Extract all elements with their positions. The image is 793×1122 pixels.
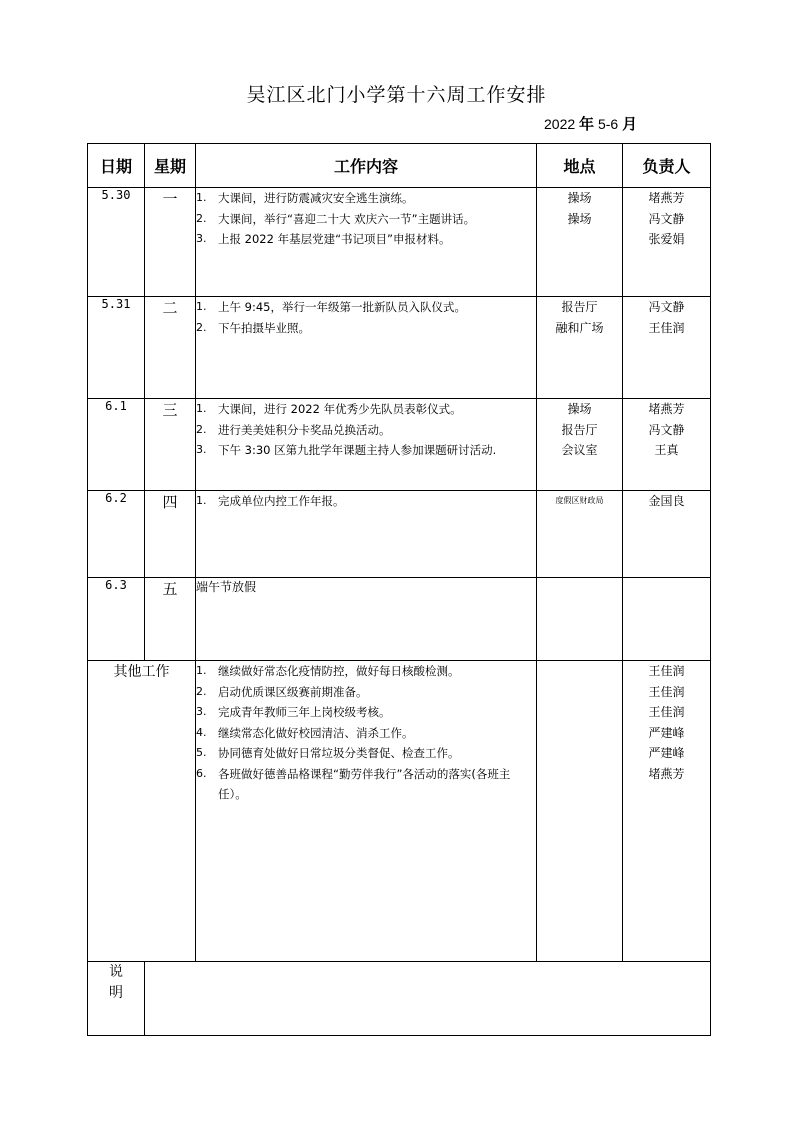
row-date: 5.31 — [88, 297, 145, 399]
row-date: 6.1 — [88, 399, 145, 491]
person-entry: 冯文静 — [648, 422, 685, 437]
row-date: 6.3 — [88, 578, 145, 661]
row-person — [623, 188, 711, 297]
item-text: 完成单位内控工作年报。 — [218, 494, 345, 508]
header-row — [88, 144, 711, 188]
person-entry: 堵燕芳 — [648, 402, 685, 416]
item-text: 完成青年教师三年上岗校级考核。 — [218, 705, 391, 719]
place-entry: 会议室 — [561, 443, 598, 457]
note-label — [88, 962, 145, 1036]
note-label-char: 明 — [109, 985, 123, 1001]
list-item — [196, 297, 536, 318]
row-person — [623, 297, 711, 399]
row-place — [537, 491, 623, 578]
person-entry: 王真 — [654, 443, 679, 457]
item-number: 5. — [196, 746, 207, 759]
item-number: 1. — [196, 402, 207, 415]
row-date: 6.2 — [88, 491, 145, 578]
other-work-row — [88, 661, 711, 962]
note-row — [88, 962, 711, 1036]
item-text: 大课间，进行 2022 年优秀少先队员表彰仪式。 — [218, 402, 462, 416]
list-item — [196, 743, 536, 764]
list-item — [196, 440, 536, 461]
row-content — [196, 297, 537, 399]
list-item — [196, 420, 536, 441]
item-number: 3. — [196, 232, 207, 245]
other-work-label: 其他工作 — [88, 661, 196, 962]
item-text: 继续常态化做好校园清洁、消杀工作。 — [218, 725, 414, 740]
row-week: 三 — [145, 399, 196, 491]
person-entry: 严建峰 — [648, 746, 685, 760]
person-entry: 严建峰 — [648, 725, 685, 740]
list-item — [196, 209, 536, 230]
list-item — [196, 188, 536, 209]
item-number: 1. — [196, 664, 207, 677]
header-person: 负责人 — [623, 144, 711, 188]
schedule-table — [87, 143, 711, 1036]
place-entry: 操场 — [567, 402, 592, 416]
item-text: 各班做好德善品格课程“勤劳伴我行”各活动的落实(各班主任）。 — [218, 766, 511, 801]
year-char: 年 — [579, 115, 595, 133]
day-row-530 — [88, 188, 711, 297]
item-number: 3. — [196, 705, 207, 718]
place-entry: 融和广场 — [555, 320, 604, 335]
person-entry: 冯文静 — [648, 211, 685, 226]
person-entry: 堵燕芳 — [648, 191, 685, 205]
note-content — [145, 962, 711, 1036]
header-date: 日期 — [88, 144, 145, 188]
person-entry: 金国良 — [648, 494, 685, 508]
row-place — [537, 297, 623, 399]
header-place: 地点 — [537, 144, 623, 188]
year-number: 2022 — [544, 116, 576, 132]
list-item — [196, 682, 536, 703]
item-text: 上报 2022 年基层党建“书记项目”申报材料。 — [218, 232, 451, 246]
list-item — [196, 764, 536, 805]
item-number: 2. — [196, 320, 207, 334]
note-label-char: 说 — [109, 964, 123, 980]
month-number: 5-6 — [597, 116, 619, 132]
list-item — [196, 702, 536, 723]
row-content — [196, 399, 537, 491]
place-entry: 报告厅 — [561, 300, 598, 314]
item-text: 进行美美娃积分卡奖品兑换活动。 — [218, 422, 391, 437]
place-entry: 操场 — [567, 191, 592, 205]
list-item — [196, 318, 536, 339]
place-entry: 度假区财政局 — [555, 496, 604, 505]
item-text: 大课间，举行“喜迎二十大 欢庆六一节”主题讲话。 — [218, 211, 476, 226]
row-week: 四 — [145, 491, 196, 578]
day-row-63 — [88, 578, 711, 661]
person-entry: 王佳润 — [648, 705, 685, 719]
item-number: 1. — [196, 494, 207, 507]
place-entry: 操场 — [567, 211, 592, 226]
item-text: 协同德育处做好日常垃圾分类督促、检查工作。 — [218, 746, 460, 760]
item-number: 3. — [196, 443, 207, 456]
list-item — [196, 661, 536, 682]
item-number: 6. — [196, 766, 207, 780]
day-row-61 — [88, 399, 711, 491]
row-week: 一 — [145, 188, 196, 297]
day-row-531 — [88, 297, 711, 399]
row-week: 二 — [145, 297, 196, 399]
person-entry: 堵燕芳 — [648, 766, 685, 781]
row-content — [196, 188, 537, 297]
page-title: 吴江区北门小学第十六周工作安排 — [246, 84, 547, 106]
list-item — [196, 399, 536, 420]
person-entry: 冯文静 — [648, 300, 685, 314]
row-place — [537, 188, 623, 297]
header-week: 星期 — [145, 144, 196, 188]
item-number: 2. — [196, 422, 207, 436]
holiday-text: 端午节放假 — [196, 578, 537, 661]
header-content: 工作内容 — [196, 144, 537, 188]
row-person — [623, 491, 711, 578]
list-item — [196, 723, 536, 744]
person-entry: 王佳润 — [648, 664, 685, 678]
other-work-place — [537, 661, 623, 962]
place-entry: 报告厅 — [561, 422, 598, 437]
row-place — [537, 399, 623, 491]
other-work-person — [623, 661, 711, 962]
row-person — [623, 399, 711, 491]
person-entry: 王佳润 — [648, 684, 685, 699]
item-number: 4. — [196, 725, 207, 739]
row-date: 5.30 — [88, 188, 145, 297]
row-week: 五 — [145, 578, 196, 661]
date-range — [544, 113, 637, 134]
item-number: 2. — [196, 211, 207, 225]
item-text: 启动优质课区级赛前期准备。 — [218, 684, 368, 699]
item-number: 1. — [196, 191, 207, 204]
item-text: 大课间，进行防震减灾安全逃生演练。 — [218, 191, 414, 205]
person-entry: 王佳润 — [648, 320, 685, 335]
list-item — [196, 491, 536, 512]
other-work-content — [196, 661, 537, 962]
row-place — [537, 578, 623, 661]
item-number: 1. — [196, 300, 207, 313]
row-person — [623, 578, 711, 661]
list-item — [196, 229, 536, 250]
item-text: 上午 9:45，举行一年级第一批新队员入队仪式。 — [218, 300, 466, 314]
item-text: 下午拍摄毕业照。 — [218, 320, 310, 335]
month-char: 月 — [622, 115, 638, 133]
item-text: 下午 3:30 区第九批学年课题主持人参加课题研讨活动. — [218, 443, 497, 457]
day-row-62 — [88, 491, 711, 578]
item-text: 继续做好常态化疫情防控，做好每日核酸检测。 — [218, 664, 460, 678]
row-content — [196, 491, 537, 578]
person-entry: 张爱娟 — [648, 232, 685, 246]
item-number: 2. — [196, 684, 207, 698]
